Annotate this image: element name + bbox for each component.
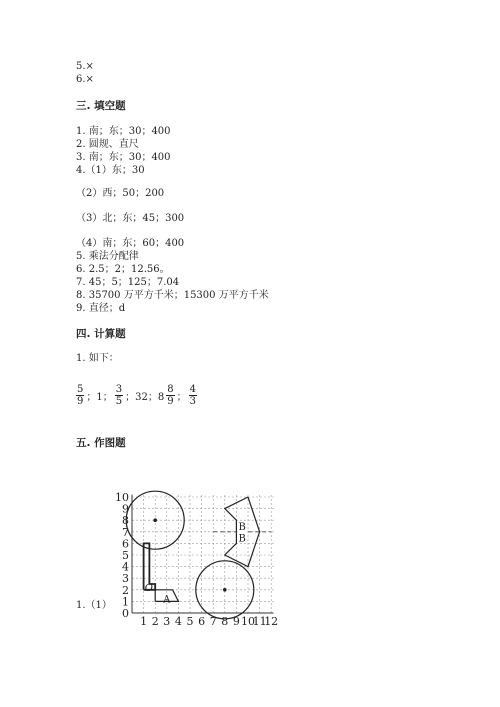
fill-answer-1: 1. 南；东；30；400 bbox=[76, 126, 171, 137]
fraction-2: $\frac{3}{5}$ bbox=[115, 384, 123, 407]
fill-answer-2: 2. 圆规、直尺 bbox=[76, 139, 139, 150]
y-tick-label: 0 bbox=[122, 607, 129, 620]
fill-answer-7: 7. 45；5；125；7.04 bbox=[76, 277, 180, 288]
shape-a-label: A bbox=[163, 594, 171, 606]
y-tick-label: 3 bbox=[122, 572, 129, 586]
fill-answer-4-4: （4）南；东；60；400 bbox=[76, 238, 185, 249]
y-tick-labels bbox=[115, 491, 129, 620]
x-tick-label: 7 bbox=[209, 615, 217, 628]
calc-separator-3: ； bbox=[176, 392, 187, 403]
fill-answer-4-2: （2）西；50；200 bbox=[76, 188, 165, 199]
x-tick-label: 9 bbox=[232, 615, 240, 628]
circle-upper-left-center bbox=[153, 518, 157, 522]
section-fill-in-title: 三. 填空题 bbox=[76, 100, 126, 112]
x-tick-label: 5 bbox=[186, 615, 194, 628]
fraction-3: $\frac{8}{9}$ bbox=[167, 384, 174, 407]
y-tick-label: 4 bbox=[122, 560, 129, 574]
fill-answer-4-1: 4.（1）东；30 bbox=[76, 165, 145, 176]
answer-6: 6.× bbox=[76, 74, 94, 85]
y-tick-label: 1 bbox=[122, 595, 129, 609]
x-tick-label: 4 bbox=[174, 615, 182, 628]
x-tick-label: 11 bbox=[252, 615, 267, 628]
shape-o-label: O bbox=[144, 582, 153, 594]
x-tick-label: 6 bbox=[198, 615, 206, 628]
section-drawing-title: 五. 作图题 bbox=[76, 437, 126, 449]
y-tick-label: 9 bbox=[122, 502, 129, 516]
fill-answer-3: 3. 南；东；30；400 bbox=[76, 152, 171, 163]
calc-separator-2: ；32；8 bbox=[125, 392, 165, 403]
y-tick-label: 2 bbox=[122, 583, 129, 597]
x-tick-labels bbox=[140, 615, 278, 628]
y-tick-label: 10 bbox=[115, 491, 129, 504]
x-tick-label: 3 bbox=[163, 615, 171, 628]
drawing-answer-1: 1.（1） bbox=[76, 600, 112, 611]
fill-answer-9: 9. 直径；d bbox=[76, 303, 126, 314]
calc-answer-1: 1. 如下： bbox=[76, 353, 119, 364]
calc-separator-1: ；1； bbox=[86, 392, 113, 403]
circle-lower-right-center bbox=[223, 588, 227, 592]
y-tick-label: 6 bbox=[122, 537, 129, 551]
fill-answer-5: 5. 乘法分配律 bbox=[76, 251, 139, 262]
shape-b-label-bottom: B bbox=[238, 533, 246, 545]
x-tick-label: 2 bbox=[151, 615, 159, 628]
fill-answer-6: 6. 2.5；2；12.56。 bbox=[76, 264, 170, 275]
fill-answer-8: 8. 35700 万平方千米；15300 万平方千米 bbox=[76, 290, 269, 301]
x-tick-label: 8 bbox=[221, 615, 229, 628]
fraction-1: $\frac{5}{9}$ bbox=[77, 384, 84, 407]
x-tick-label: 1 bbox=[140, 615, 148, 628]
shape-b-label-top: B bbox=[238, 522, 246, 533]
x-tick-label: 12 bbox=[264, 615, 279, 628]
section-calc-title: 四. 计算题 bbox=[76, 328, 126, 340]
fill-answer-4-3: （3）北；东；45；300 bbox=[76, 213, 185, 224]
y-tick-label: 8 bbox=[122, 514, 129, 528]
y-tick-label: 7 bbox=[122, 525, 129, 539]
y-tick-label: 5 bbox=[122, 549, 129, 562]
x-tick-label: 10 bbox=[241, 615, 255, 628]
answer-5: 5.× bbox=[76, 61, 94, 72]
fraction-4: $\frac{4}{3}$ bbox=[189, 384, 196, 407]
